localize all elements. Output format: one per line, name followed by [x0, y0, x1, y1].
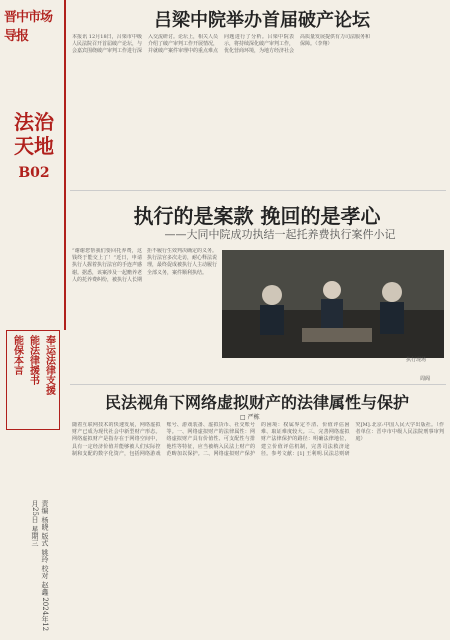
article3-title: 民法视角下网络虚拟财产的法律属性与保护 [104, 393, 409, 412]
sidebar-divider [64, 0, 66, 330]
divider [70, 190, 446, 191]
newspaper-masthead: 晋中市场导报 [4, 10, 53, 44]
article2-photo [222, 250, 444, 358]
banner-line: 能法律援书 [27, 335, 39, 385]
article2-subtitle: ——大同中院成功执结一起托养费执行案件小记 [164, 228, 396, 241]
page-sidebar [0, 0, 66, 640]
edition-meta: 责编 杨晓 版式 姚玲 校对 赵鑫 2024年12月25日 星期三 [31, 500, 49, 632]
banner-line: 奉运法律支援 [43, 335, 55, 395]
court-scene-image [222, 250, 444, 358]
banner-line: 能保本言 [11, 335, 23, 375]
sidebar-banner [6, 330, 60, 430]
divider [70, 384, 446, 385]
article2-body: “谢谢您帮我们要回托养费，这钱终于能交上了！”近日，申请执行人握着执行法官的手连声感谢。据悉，该案涉及一起赡养老人的托养费纠纷，被执行人长期拒不履行生效判决确定的义务。执行法官多次走访，耐心释法说理，最终促成被执行人主动履行全部义务，案件顺利执结。 [72, 248, 217, 283]
article2-title: 执行的是案款 挽回的是孝心 [133, 204, 381, 228]
reporter-name: 周阁 [420, 376, 431, 382]
article2-body-tail [222, 362, 444, 380]
page-number: B02 [18, 165, 50, 181]
article3-body: 随着互联网技术的快速发展，网络虚拟财产已成为现代社会中新型财产形态。网络虚拟财产是指存在于网络空间中，具有一定经济价值并能够被人们实际控制和支配的数字化资产，包括网络游戏账号、游戏装备、虚拟货币、社交账号等。一、网络虚拟财产的法律属性：网络虚拟财产具有价值性、可支配性与排他性等特征，应当被纳入民法上财产的范畴加以保护。二、网络虚拟财产保护的困境：权属界定不清、价值评估困难、取证难度较大。三、完善网络虚拟财产法律保护的路径：明确法律地位，建立价值评估机制，完善司法救济途径。参考文献：[1] 王利明.民法总则研究[M].北京:中国人民大学出版社。（作者单位：晋中市中级人民法院刑事审判庭） [72, 422, 444, 457]
article1-title: 吕梁中院举办首届破产论坛 [154, 10, 370, 31]
article3-author: □ 严栋 [240, 414, 260, 421]
article1-body: 本报讯 12月18日，吕梁市中级人民法院召开首届破产论坛，与会嘉宾围绕破产审判工作进行深入交流研讨。论坛上，相关人员介绍了破产审判工作开展情况，并就破产案件审理中的重点难点问题进行了分析。吕梁中院表示，将持续深化破产审判工作，优化营商环境，为地方经济社会高质量发展提供有力司法服务和保障。（李翔） [72, 34, 371, 55]
photo-caption: 执行现场 [406, 357, 427, 363]
section-title: 法治天地 [14, 110, 54, 158]
